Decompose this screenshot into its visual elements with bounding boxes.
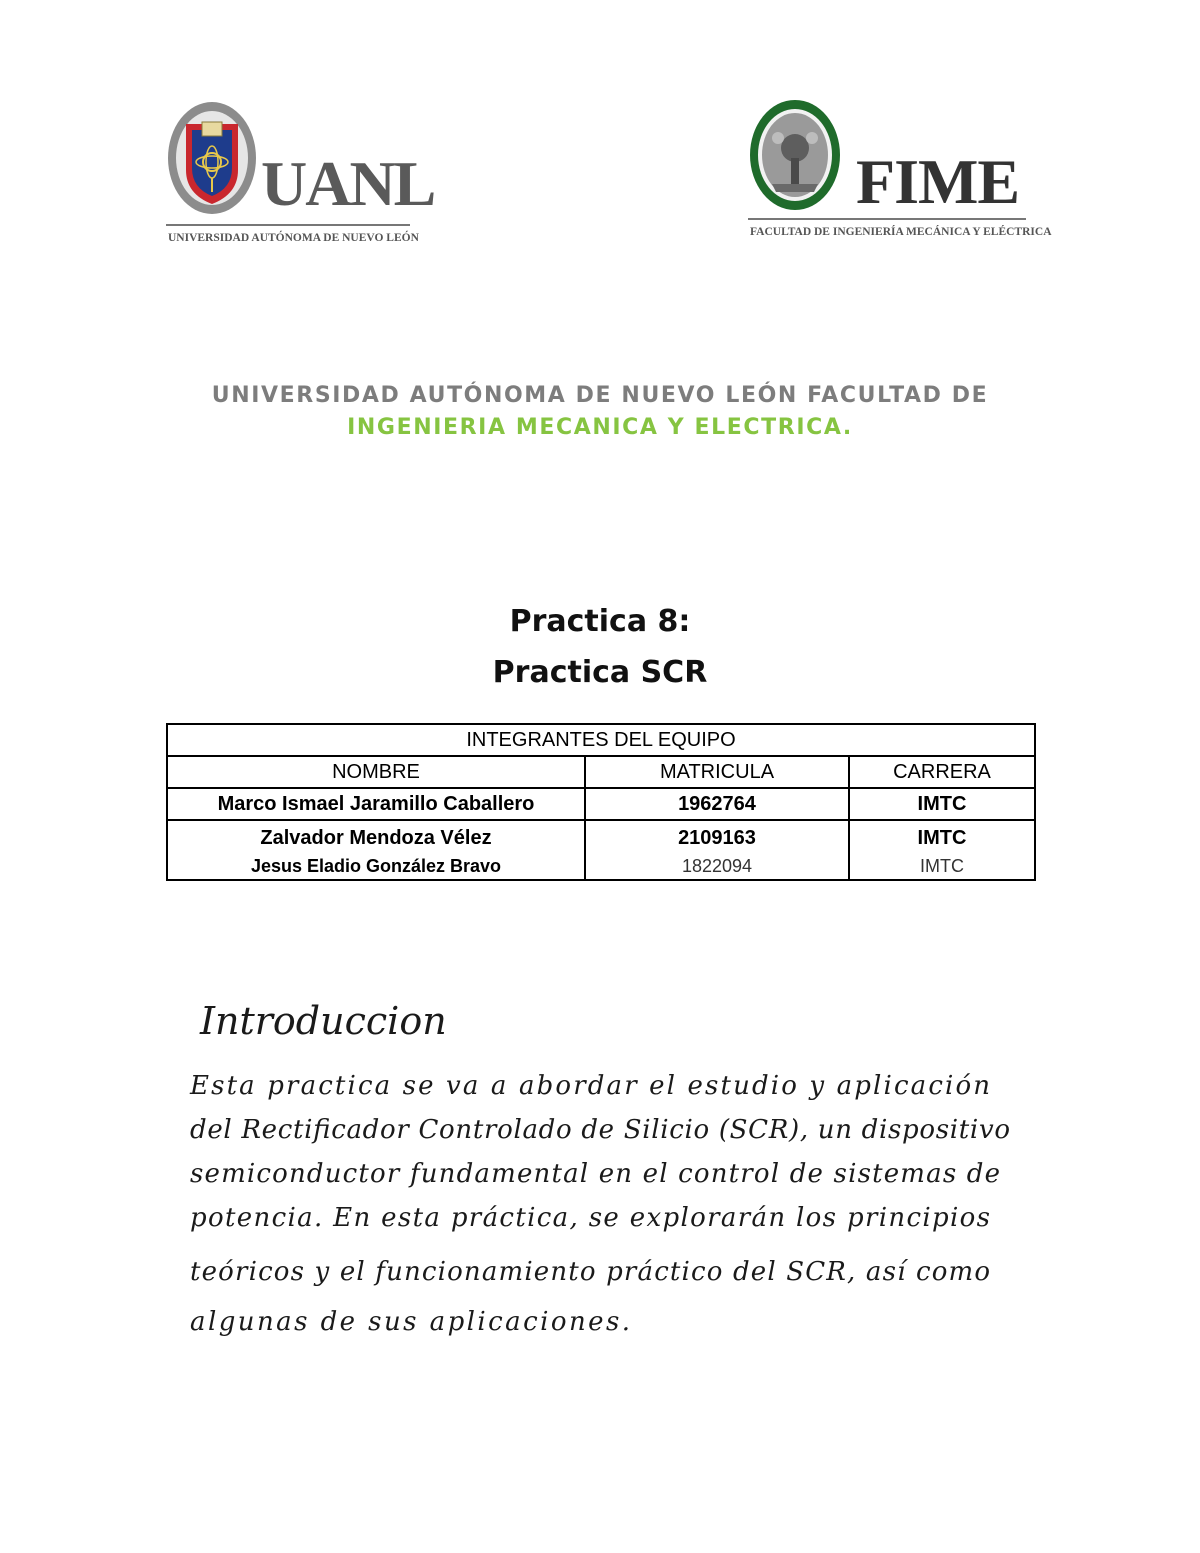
fime-subtitle: FACULTAD DE INGENIERÍA MECÁNICA Y ELÉCTRICA	[750, 226, 1052, 238]
university-heading: UNIVERSIDAD AUTÓNOMA DE NUEVO LEÓN FACULTAD DE	[211, 383, 989, 408]
uanl-logo	[166, 100, 435, 250]
uanl-subtitle: UNIVERSIDAD AUTÓNOMA DE NUEVO LEÓN	[168, 232, 419, 244]
header-matricula: MATRICULA	[585, 756, 849, 788]
intro-heading: Introduccion	[200, 999, 447, 1043]
row-matricula: 1822094	[681, 856, 753, 876]
handwritten-introduction	[180, 990, 1040, 1370]
header-carrera: CARRERA	[849, 756, 1035, 788]
row-carrera-stack	[849, 820, 1035, 880]
header-nombre: NOMBRE	[167, 756, 585, 788]
fime-logo	[748, 98, 1052, 248]
intro-line: teóricos y el funcionamiento práctico del SCR, así como	[190, 1257, 990, 1287]
row-carrera: IMTC	[849, 788, 1035, 820]
uanl-wordmark: UANL	[261, 148, 435, 219]
team-table	[166, 723, 1036, 881]
row-nombre: Marco Ismael Jaramillo Caballero	[167, 788, 585, 820]
row-nombre-stack	[167, 820, 585, 880]
table-row	[167, 820, 1035, 880]
practice-title: Practica SCR	[492, 655, 708, 690]
practice-number: Practica 8:	[509, 604, 691, 639]
row-matricula-stack	[585, 820, 849, 880]
row-matricula: 2109163	[678, 827, 756, 849]
row-nombre: Zalvador Mendoza Vélez	[260, 827, 492, 849]
faculty-heading: INGENIERIA MECANICA Y ELECTRICA.	[347, 415, 853, 440]
fime-seal-icon	[748, 98, 842, 212]
table-header-row	[167, 756, 1035, 788]
table-caption-row	[167, 724, 1035, 756]
intro-line: semiconductor fundamental en el control de sistemas de	[190, 1159, 1000, 1189]
row-carrera: IMTC	[920, 856, 964, 876]
row-carrera: IMTC	[917, 827, 967, 849]
intro-line: del Rectificador Controlado de Silicio (SCR), un dispositivo	[190, 1115, 1010, 1145]
row-matricula: 1962764	[585, 788, 849, 820]
table-row	[167, 788, 1035, 820]
intro-line: algunas de sus aplicaciones.	[190, 1307, 630, 1337]
fime-wordmark: FIME	[856, 146, 1020, 217]
table-caption: INTEGRANTES DEL EQUIPO	[167, 724, 1035, 756]
fime-rule	[748, 218, 1026, 220]
row-nombre: Jesus Eladio González Bravo	[250, 856, 502, 876]
uanl-rule	[166, 224, 410, 226]
intro-line: potencia. En esta práctica, se explorarán los principios	[190, 1203, 990, 1233]
intro-line: Esta practica se va a abordar el estudio y aplicación	[190, 1071, 991, 1101]
uanl-shield-icon	[166, 100, 258, 218]
